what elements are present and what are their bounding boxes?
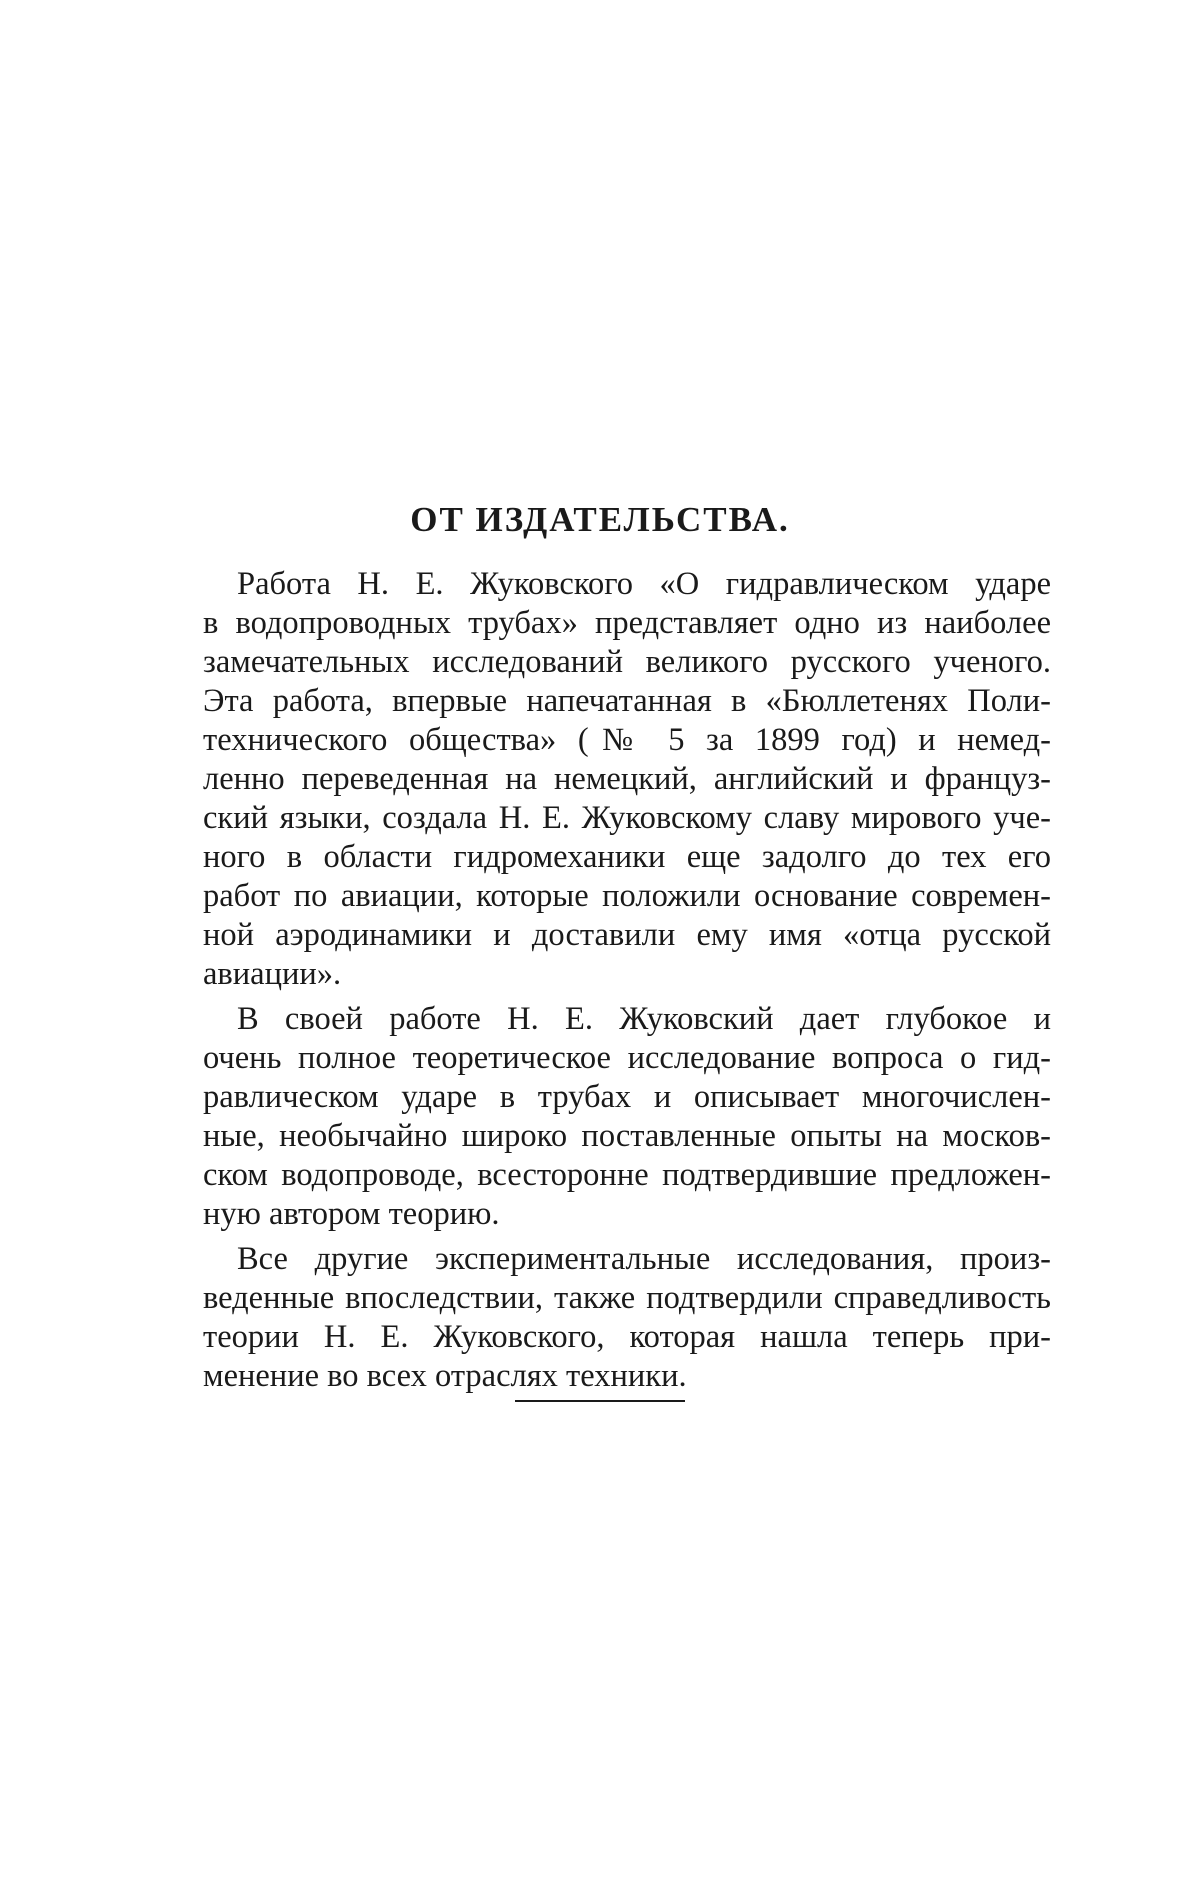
text-line: ные, необычайно широко поставленные опыты на москов- (173, 1117, 1051, 1156)
text-line: авиации». (173, 955, 1051, 994)
text-line: замечательных исследований великого русского ученого. (173, 643, 1051, 682)
page (0, 0, 1200, 1880)
text-line: ский языки, создала Н. Е. Жуковскому славу мирового уче- (173, 799, 1051, 838)
text-line: ском водопроводе, всесторонне подтвердившие предложен- (173, 1156, 1051, 1195)
text-line: Эта работа, впервые напечатанная в «Бюллетенях Поли- (173, 682, 1051, 721)
text-line: ленно переведенная на немецкий, английский и француз- (173, 760, 1051, 799)
text-line: ную автором теорию. (173, 1195, 1051, 1234)
text-line: теории Н. Е. Жуковского, которая нашла теперь при- (173, 1318, 1051, 1357)
text-line: менение во всех отраслях техники. (173, 1357, 1051, 1396)
text-line: равлическом ударе в трубах и описывает многочислен- (173, 1078, 1051, 1117)
text-line: технического общества» (№ 5 за 1899 год) и немед- (173, 721, 1051, 760)
paragraph-2 (173, 1000, 1051, 1234)
text-line: Все другие экспериментальные исследования, произ- (173, 1240, 1051, 1279)
text-line: в водопроводных трубах» представляет одно из наиболее (173, 604, 1051, 643)
divider-rule (515, 1400, 685, 1402)
text-line: В своей работе Н. Е. Жуковский дает глубокое и (173, 1000, 1051, 1039)
text-line: работ по авиации, которые положили основание современ- (173, 877, 1051, 916)
page-heading: ОТ ИЗДАТЕЛЬСТВА. (0, 498, 1200, 542)
text-line: веденные впоследствии, также подтвердили справедливость (173, 1279, 1051, 1318)
paragraph-1 (173, 565, 1051, 994)
paragraph-3 (173, 1240, 1051, 1396)
body-text (173, 565, 1051, 1402)
text-line: Работа Н. Е. Жуковского «О гидравлическом ударе (173, 565, 1051, 604)
text-line: ной аэродинамики и доставили ему имя «отца русской (173, 916, 1051, 955)
text-line: ного в области гидромеханики еще задолго до тех его (173, 838, 1051, 877)
text-line: очень полное теоретическое исследование вопроса о гид- (173, 1039, 1051, 1078)
